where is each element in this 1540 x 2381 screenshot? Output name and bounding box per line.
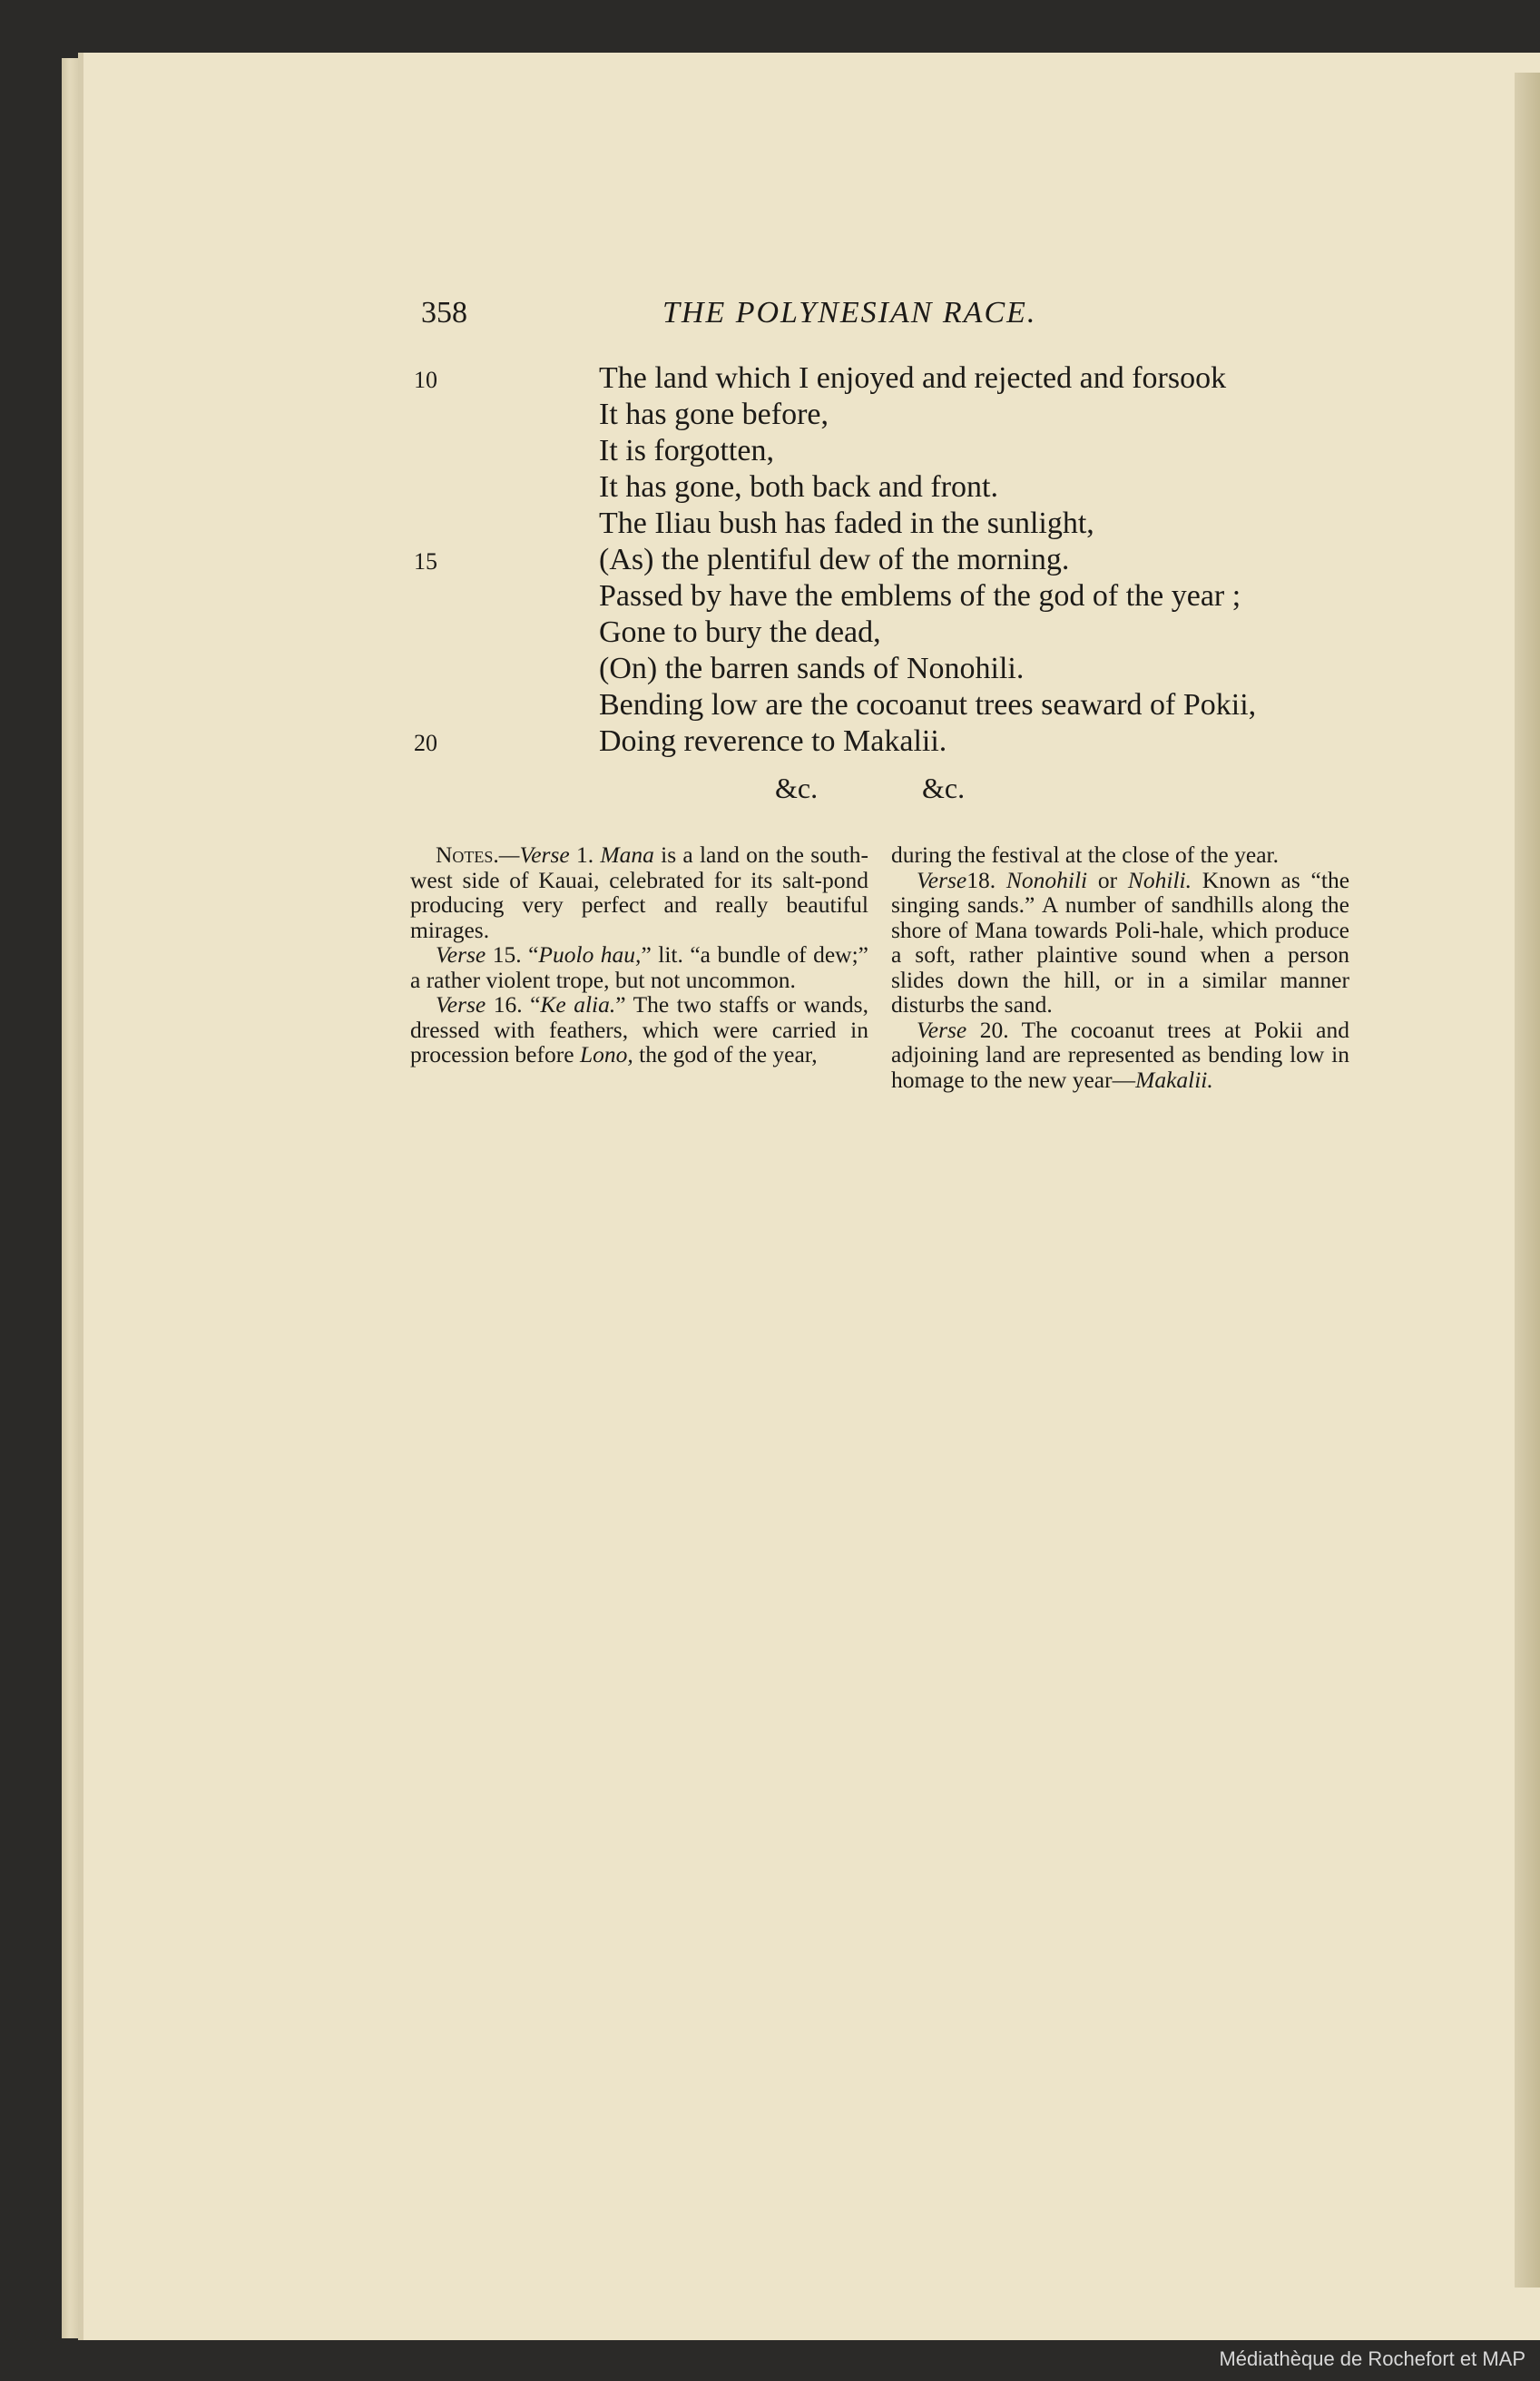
notes-left-column	[410, 842, 868, 1068]
note-text: or	[1087, 866, 1128, 893]
term: Nonohili	[1005, 866, 1088, 893]
verse-ref: Verse	[917, 866, 967, 893]
poem-line: Bending low are the cocoanut trees seaward of Pokii,	[599, 688, 1257, 722]
term: Lono,	[579, 1041, 633, 1068]
note-verse-16	[410, 992, 868, 1068]
term: Puolo hau,	[538, 941, 642, 968]
term: Makalii.	[1135, 1066, 1213, 1093]
note-verse-1	[410, 842, 868, 942]
poem-line: Passed by have the emblems of the god of the year ;	[599, 579, 1241, 613]
verse-num: 20.	[966, 1016, 1009, 1043]
poem-line: The Iliau bush has faded in the sunlight,	[599, 507, 1094, 540]
verse-ref: Verse	[917, 1016, 967, 1043]
page-number: 358	[421, 296, 467, 330]
note-verse-15	[410, 942, 868, 992]
etc-mark: &c.	[775, 772, 819, 804]
right-page-edge	[1515, 73, 1540, 2288]
note-text: ” lit. “a bundle of dew;” a rather violent trope, but not uncommon.	[410, 941, 868, 993]
note-text: is a land on the south-west side of Kauai, celebrated for its salt-pond producing very perfect and really beautiful mirages.	[410, 841, 869, 943]
note-text: Known as “the singing sands.” A number of sandhills along the shore of Mana towards Poli-hale, which produce a soft, rather plaintive sound when a person slides down the hill, or in a similar manner disturbs the sand.	[891, 866, 1350, 1018]
notes-label: Notes.	[436, 841, 499, 868]
verse-ref: Verse	[436, 941, 486, 968]
running-title: THE POLYNESIAN RACE.	[662, 296, 1037, 330]
poem-line: Doing reverence to Makalii.	[599, 724, 947, 758]
verse-num: 16. “	[486, 991, 541, 1018]
note-verse-18	[891, 868, 1349, 1018]
line-number: 15	[414, 548, 437, 575]
verse-num: 18.	[966, 866, 1006, 893]
verse-num: 15. “	[486, 941, 539, 968]
poem-line: The land which I enjoyed and rejected and forsook	[599, 361, 1227, 395]
verse-ref: Verse	[436, 991, 486, 1018]
etc-mark: &c.	[922, 772, 966, 804]
poem-line: It has gone, both back and front.	[599, 470, 998, 504]
term: Ke alia.	[540, 991, 616, 1018]
line-number: 10	[414, 367, 437, 393]
note-verse-20	[891, 1018, 1349, 1093]
note-continued: during the festival at the close of the year.	[891, 841, 1279, 868]
poem-line: (As) the plentiful dew of the morning.	[599, 543, 1070, 576]
verse-num: 1.	[569, 841, 594, 868]
poem-line: It is forgotten,	[599, 434, 774, 467]
note-text: The cocoanut trees at Pokii and adjoining land are represented as bending low in homage to the new year—	[891, 1016, 1350, 1093]
book-page	[78, 53, 1540, 2340]
notes-right-column	[891, 842, 1349, 1092]
poem-line: It has gone before,	[599, 398, 829, 431]
term: Mana	[593, 841, 654, 868]
credit-watermark: Médiathèque de Rochefort et MAP	[1219, 2347, 1525, 2370]
note-text: the god of the year,	[633, 1041, 818, 1068]
poem-line: Gone to bury the dead,	[599, 615, 881, 649]
line-number: 20	[414, 730, 437, 756]
verse-ref: —Verse	[498, 841, 570, 868]
term: Nohili.	[1127, 866, 1192, 893]
note-text: ” The two staffs or wands, dressed with feathers, which were carried in procession before	[410, 991, 868, 1068]
poem-line: (On) the barren sands of Nonohili.	[599, 652, 1025, 685]
